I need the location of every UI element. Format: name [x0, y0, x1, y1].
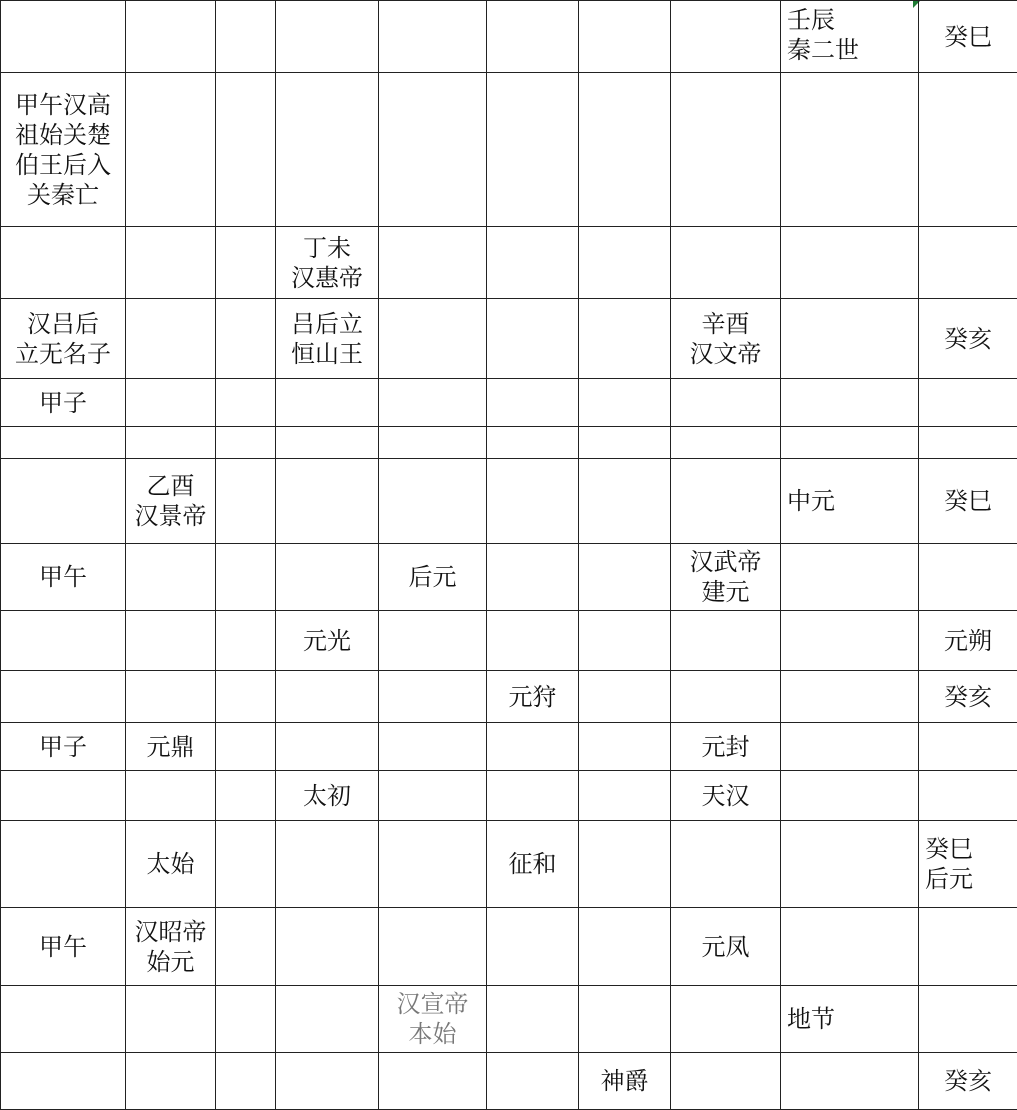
table-row: [1, 459, 1017, 544]
table-cell[interactable]: [919, 427, 1017, 459]
table-cell[interactable]: [579, 821, 671, 908]
table-cell[interactable]: [216, 227, 276, 299]
table-cell[interactable]: [781, 771, 919, 821]
table-cell[interactable]: [216, 459, 276, 544]
table-cell[interactable]: [487, 427, 579, 459]
table-cell[interactable]: 元鼎: [126, 723, 216, 771]
table-cell[interactable]: [487, 1053, 579, 1110]
table-cell[interactable]: [126, 544, 216, 611]
table-cell[interactable]: [487, 459, 579, 544]
table-cell[interactable]: 后元: [379, 544, 487, 611]
table-cell[interactable]: [126, 427, 216, 459]
table-cell[interactable]: [781, 821, 919, 908]
table-cell[interactable]: [671, 227, 781, 299]
table-cell[interactable]: 元朔: [919, 611, 1017, 671]
table-cell[interactable]: [276, 544, 379, 611]
table-cell[interactable]: 癸巳 后元: [919, 821, 1017, 908]
table-cell[interactable]: [781, 73, 919, 227]
table-cell[interactable]: [379, 73, 487, 227]
table-cell[interactable]: [579, 227, 671, 299]
table-row: [1, 73, 1017, 227]
table-cell[interactable]: 汉吕后 立无名子: [1, 299, 126, 379]
table-cell[interactable]: [216, 427, 276, 459]
table-cell[interactable]: [671, 1053, 781, 1110]
table-cell[interactable]: [487, 227, 579, 299]
table-row: [1, 723, 1017, 771]
table-cell[interactable]: [379, 821, 487, 908]
table-cell[interactable]: [919, 986, 1017, 1053]
table-cell[interactable]: [781, 427, 919, 459]
table-cell[interactable]: [919, 544, 1017, 611]
table-cell[interactable]: [276, 73, 379, 227]
table-cell[interactable]: [781, 908, 919, 986]
table-cell[interactable]: 甲子: [1, 723, 126, 771]
table-cell[interactable]: 甲午: [1, 544, 126, 611]
table-row: [1, 986, 1017, 1053]
table-cell[interactable]: [276, 723, 379, 771]
table-cell[interactable]: [379, 299, 487, 379]
table-cell[interactable]: [671, 986, 781, 1053]
table-cell[interactable]: [671, 821, 781, 908]
table-cell[interactable]: [276, 671, 379, 723]
table-cell[interactable]: [379, 771, 487, 821]
table-cell[interactable]: [781, 299, 919, 379]
table-cell[interactable]: [216, 986, 276, 1053]
table-cell[interactable]: [579, 459, 671, 544]
table-cell[interactable]: [579, 908, 671, 986]
table-cell[interactable]: [781, 227, 919, 299]
table-cell[interactable]: [579, 723, 671, 771]
table-row: [1, 908, 1017, 986]
table-cell[interactable]: [276, 427, 379, 459]
table-cell[interactable]: [781, 671, 919, 723]
table-cell[interactable]: 癸亥: [919, 1053, 1017, 1110]
table-cell[interactable]: 癸巳: [919, 459, 1017, 544]
table-cell[interactable]: [671, 73, 781, 227]
table-cell[interactable]: [126, 299, 216, 379]
table-cell[interactable]: [276, 379, 379, 427]
table-row: [1, 671, 1017, 723]
table-row: [1, 427, 1017, 459]
table-cell[interactable]: [671, 671, 781, 723]
table-cell[interactable]: 元凤: [671, 908, 781, 986]
table-row: [1, 227, 1017, 299]
table-cell[interactable]: [579, 544, 671, 611]
table-cell[interactable]: [671, 1, 781, 73]
table-cell[interactable]: [276, 459, 379, 544]
table-cell[interactable]: [1, 1053, 126, 1110]
table-cell[interactable]: 乙酉 汉景帝: [126, 459, 216, 544]
table-cell[interactable]: [126, 986, 216, 1053]
table-cell[interactable]: [1, 821, 126, 908]
table-cell[interactable]: [126, 1, 216, 73]
table-cell[interactable]: [276, 908, 379, 986]
table-row: [1, 1, 1017, 73]
table-row: [1, 821, 1017, 908]
table-cell[interactable]: [276, 1, 379, 73]
table-cell[interactable]: 癸亥: [919, 299, 1017, 379]
table-row: [1, 379, 1017, 427]
table-cell[interactable]: 元狩: [487, 671, 579, 723]
table-cell[interactable]: [487, 544, 579, 611]
table-cell[interactable]: [487, 379, 579, 427]
table-cell[interactable]: [919, 723, 1017, 771]
table-cell[interactable]: [1, 611, 126, 671]
table-cell[interactable]: [487, 299, 579, 379]
table-cell[interactable]: [579, 771, 671, 821]
table-row: [1, 771, 1017, 821]
table-cell[interactable]: [671, 611, 781, 671]
table-cell[interactable]: [579, 611, 671, 671]
table-cell[interactable]: [671, 459, 781, 544]
table-cell[interactable]: 元光: [276, 611, 379, 671]
table-cell[interactable]: [1, 771, 126, 821]
table-cell[interactable]: [276, 821, 379, 908]
table-cell[interactable]: [276, 986, 379, 1053]
table-cell[interactable]: 征和: [487, 821, 579, 908]
table-cell[interactable]: [579, 1, 671, 73]
table-cell[interactable]: [579, 671, 671, 723]
table-cell[interactable]: [216, 544, 276, 611]
table-cell[interactable]: 地节: [781, 986, 919, 1053]
table-cell[interactable]: [579, 299, 671, 379]
table-cell[interactable]: 太初: [276, 771, 379, 821]
table-cell[interactable]: [487, 73, 579, 227]
table-cell[interactable]: [216, 1, 276, 73]
table-cell[interactable]: [579, 379, 671, 427]
table-row: [1, 1053, 1017, 1110]
table-cell[interactable]: [919, 908, 1017, 986]
table-cell[interactable]: 丁未 汉惠帝: [276, 227, 379, 299]
table-cell[interactable]: [126, 671, 216, 723]
table-cell[interactable]: [919, 771, 1017, 821]
table-cell[interactable]: [379, 379, 487, 427]
table-cell[interactable]: [579, 73, 671, 227]
table-cell[interactable]: 甲午汉高祖始关楚伯王后入关秦亡: [1, 73, 126, 227]
table-cell[interactable]: [379, 611, 487, 671]
table-cell[interactable]: [126, 611, 216, 671]
table-cell[interactable]: [216, 379, 276, 427]
table-cell[interactable]: [126, 1053, 216, 1110]
table-cell[interactable]: 神爵: [579, 1053, 671, 1110]
table-cell[interactable]: [379, 227, 487, 299]
table-cell[interactable]: [216, 908, 276, 986]
table-cell[interactable]: [126, 379, 216, 427]
table-cell[interactable]: [126, 771, 216, 821]
table-cell[interactable]: [216, 299, 276, 379]
table-cell[interactable]: 汉昭帝 始元: [126, 908, 216, 986]
table-cell[interactable]: 甲午: [1, 908, 126, 986]
table-cell[interactable]: 壬辰 秦二世: [781, 1, 919, 73]
table-cell[interactable]: [487, 723, 579, 771]
table-cell[interactable]: [1, 427, 126, 459]
table-cell[interactable]: [781, 723, 919, 771]
table-cell[interactable]: [379, 723, 487, 771]
table-cell[interactable]: 吕后立 恒山王: [276, 299, 379, 379]
table-cell[interactable]: [1, 227, 126, 299]
table-cell[interactable]: [487, 908, 579, 986]
table-cell[interactable]: [671, 379, 781, 427]
table-cell[interactable]: [781, 379, 919, 427]
table-cell[interactable]: 癸亥: [919, 671, 1017, 723]
table-cell[interactable]: 癸巳: [919, 1, 1017, 73]
table-cell[interactable]: [1, 986, 126, 1053]
table-cell[interactable]: [276, 1053, 379, 1110]
table-cell[interactable]: [379, 1053, 487, 1110]
table-cell[interactable]: [781, 1053, 919, 1110]
table-cell[interactable]: [671, 427, 781, 459]
table-cell[interactable]: 辛酉 汉文帝: [671, 299, 781, 379]
table-cell[interactable]: 甲子: [1, 379, 126, 427]
table-row: [1, 611, 1017, 671]
table-cell[interactable]: 汉宣帝 本始: [379, 986, 487, 1053]
table-cell[interactable]: [1, 1, 126, 73]
table-cell[interactable]: 太始: [126, 821, 216, 908]
table-cell[interactable]: [379, 671, 487, 723]
table-cell[interactable]: [216, 723, 276, 771]
table-cell[interactable]: [781, 611, 919, 671]
table-cell[interactable]: [487, 771, 579, 821]
table-cell[interactable]: [579, 427, 671, 459]
table-cell[interactable]: [1, 671, 126, 723]
table-cell[interactable]: [216, 73, 276, 227]
table-row: [1, 544, 1017, 611]
table-cell[interactable]: 中元: [781, 459, 919, 544]
table-cell[interactable]: [919, 379, 1017, 427]
table-cell[interactable]: [379, 908, 487, 986]
table-cell[interactable]: [379, 427, 487, 459]
table-cell[interactable]: [487, 1, 579, 73]
table-cell[interactable]: [126, 73, 216, 227]
table-cell[interactable]: [216, 1053, 276, 1110]
table-cell[interactable]: [487, 986, 579, 1053]
table-cell[interactable]: [1, 459, 126, 544]
table-cell[interactable]: [379, 1, 487, 73]
table-cell[interactable]: [216, 821, 276, 908]
table-row: [1, 299, 1017, 379]
table-cell[interactable]: [216, 611, 276, 671]
table-cell[interactable]: [919, 73, 1017, 227]
table-cell[interactable]: [781, 544, 919, 611]
table-cell[interactable]: 汉武帝 建元: [671, 544, 781, 611]
table-cell[interactable]: [919, 227, 1017, 299]
table-cell[interactable]: 天汉: [671, 771, 781, 821]
table-cell[interactable]: [579, 986, 671, 1053]
table-cell[interactable]: [216, 671, 276, 723]
table-cell[interactable]: [216, 771, 276, 821]
table-cell[interactable]: 元封: [671, 723, 781, 771]
table-cell[interactable]: [487, 611, 579, 671]
table-cell[interactable]: [126, 227, 216, 299]
table-cell[interactable]: [379, 459, 487, 544]
